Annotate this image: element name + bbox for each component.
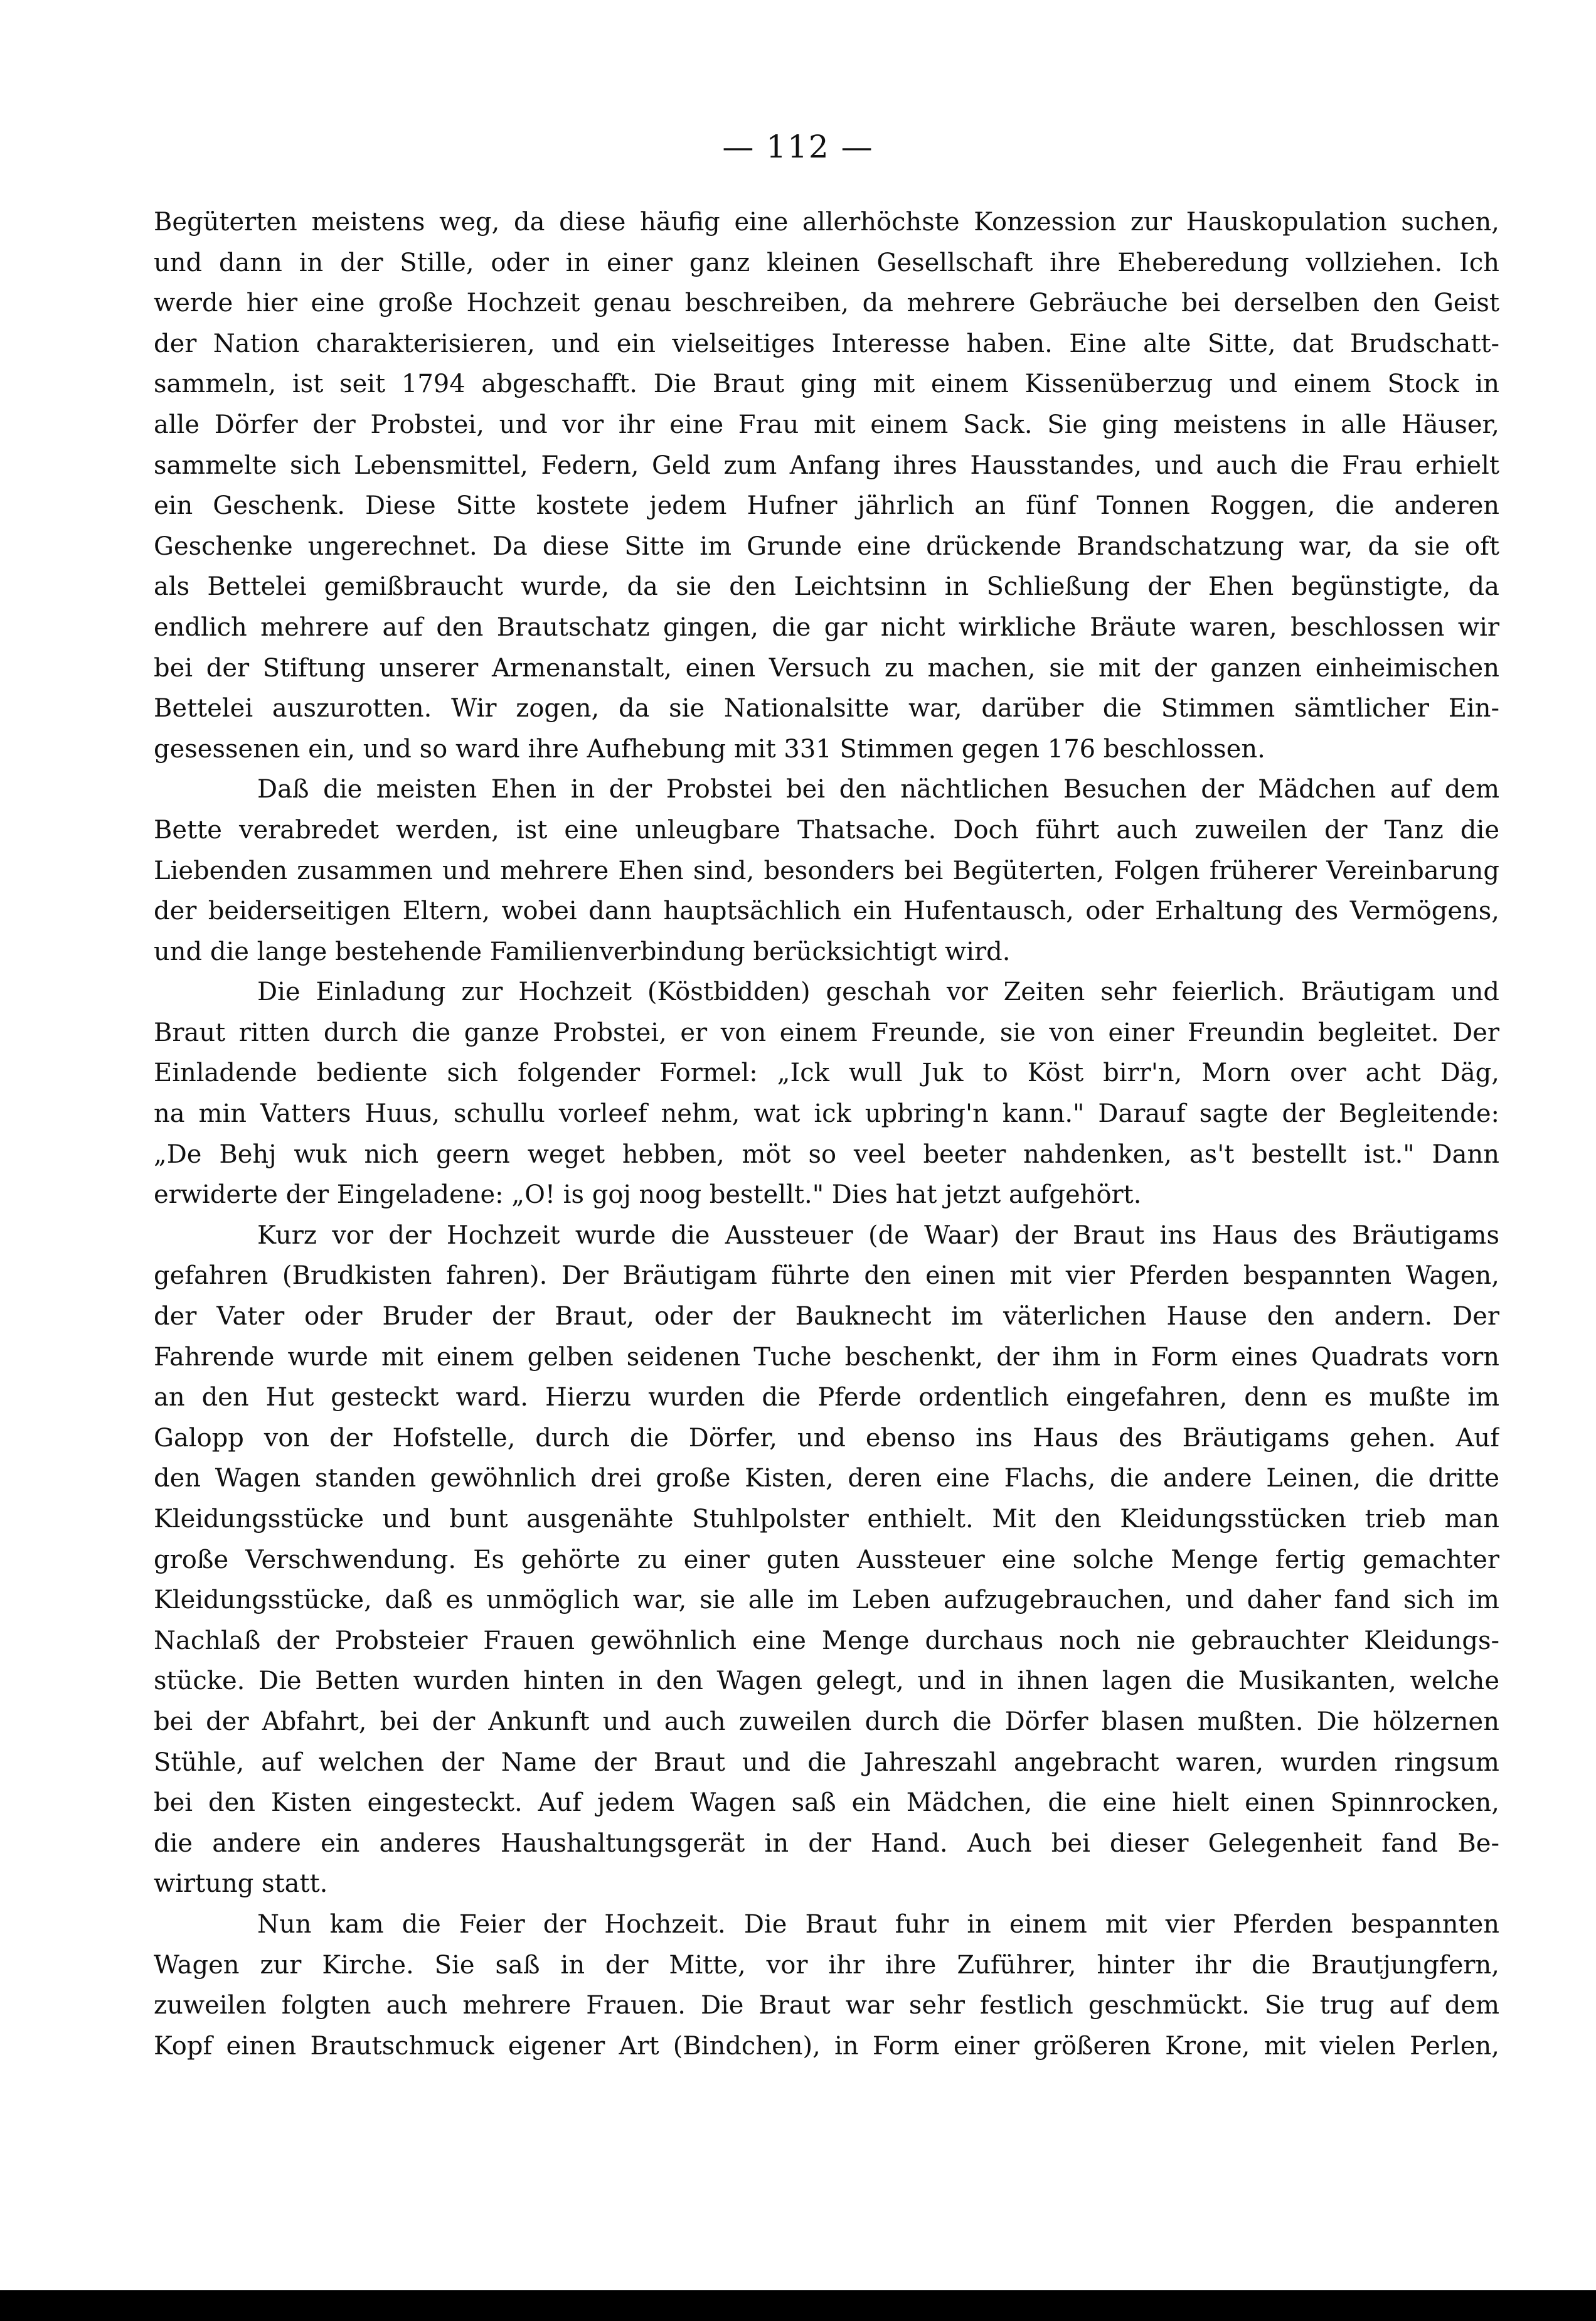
text-line: den Wagen standen gewöhnlich drei große Kisten, deren eine Flachs, die andere Leinen, die dritte: [154, 1464, 1499, 1493]
text-line: Nachlaß der Probsteier Frauen gewöhnlich eine Menge durchaus noch nie gebrauchter Kleidungs-: [154, 1626, 1499, 1655]
text-line: gesessenen ein, und so ward ihre Aufhebung mit 331 Stimmen gegen 176 beschlossen.: [154, 734, 1265, 764]
text-line: Kurz vor der Hochzeit wurde die Aussteuer (de Waar) der Braut ins Haus des Bräutigams: [257, 1220, 1499, 1250]
text-line: der Vater oder Bruder der Braut, oder der Bauknecht im väterlichen Hause den andern. Der: [154, 1302, 1499, 1331]
text-line: Liebenden zusammen und mehrere Ehen sind, besonders bei Begüterten, Folgen früherer Vereinbarung: [154, 856, 1499, 885]
text-line: zuweilen folgten auch mehrere Frauen. Die Braut war sehr festlich geschmückt. Sie trug auf dem: [154, 1991, 1499, 2020]
scan-border: [0, 2290, 1596, 2321]
text-line: erwiderte der Eingeladene: „O! is goj noog bestellt." Dies hat jetzt aufgehört.: [154, 1180, 1142, 1210]
text-line: alle Dörfer der Probstei, und vor ihr eine Frau mit einem Sack. Sie ging meistens in alle Häuser,: [154, 410, 1499, 439]
text-line: die andere ein anderes Haushaltungsgerät in der Hand. Auch bei dieser Gelegenheit fand Be-: [154, 1828, 1499, 1858]
text-line: Daß die meisten Ehen in der Probstei bei den nächtlichen Besuchen der Mädchen auf dem: [257, 775, 1499, 804]
text-line: Bette verabredet werden, ist eine unleugbare Thatsache. Doch führt auch zuweilen der Tanz die: [154, 815, 1499, 845]
text-line: und die lange bestehende Familienverbindung berücksichtigt wird.: [154, 937, 1011, 966]
text-line: Einladende bediente sich folgender Formel: „Ick wull Juk to Köst birr'n, Morn over acht Däg,: [154, 1059, 1499, 1088]
text-line: Die Einladung zur Hochzeit (Köstbidden) geschah vor Zeiten sehr feierlich. Bräutigam und: [257, 978, 1499, 1007]
text-line: Braut ritten durch die ganze Probstei, er von einem Freunde, sie von einer Freundin begleitet. Der: [154, 1018, 1499, 1047]
text-line: endlich mehrere auf den Brautschatz gingen, die gar nicht wirkliche Bräute waren, beschlossen wir: [154, 612, 1499, 642]
text-line: Stühle, auf welchen der Name der Braut und die Jahreszahl angebracht waren, wurden ringsum: [154, 1747, 1499, 1777]
text-line: und dann in der Stille, oder in einer ganz kleinen Gesellschaft ihre Eheberedung vollziehen. Ich: [154, 248, 1499, 277]
text-line: werde hier eine große Hochzeit genau beschreiben, da mehrere Gebräuche bei derselben den Geist: [154, 289, 1499, 318]
text-line: sammeln, ist seit 1794 abgeschafft. Die Braut ging mit einem Kissenüberzug und einem Stock in: [154, 370, 1499, 399]
text-line: Nun kam die Feier der Hochzeit. Die Braut fuhr in einem mit vier Pferden bespannten: [257, 1909, 1499, 1939]
text-line: Galopp von der Hofstelle, durch die Dörfer, und ebenso ins Haus des Bräutigams gehen. Auf: [154, 1423, 1499, 1453]
text-line: der Nation charakterisieren, und ein vielseitiges Interesse haben. Eine alte Sitte, dat Brudschatt-: [154, 329, 1499, 358]
text-line: Geschenke ungerechnet. Da diese Sitte im Grunde eine drückende Brandschatzung war, da sie oft: [154, 531, 1499, 561]
text-line: große Verschwendung. Es gehörte zu einer guten Aussteuer eine solche Menge fertig gemachter: [154, 1545, 1499, 1574]
text-line: bei den Kisten eingesteckt. Auf jedem Wagen saß ein Mädchen, die eine hielt einen Spinnrocken,: [154, 1788, 1499, 1818]
text-line: der beiderseitigen Eltern, wobei dann hauptsächlich ein Hufentausch, oder Erhaltung des Vermögens,: [154, 897, 1499, 926]
text-line: „De Behj wuk nich geern weget hebben, möt so veel beeter nahdenken, as't bestellt ist." Dann: [154, 1139, 1499, 1169]
text-line: als Bettelei gemißbraucht wurde, da sie den Leichtsinn in Schließung der Ehen begünstigte, da: [154, 572, 1499, 602]
text-line: Wagen zur Kirche. Sie saß in der Mitte, vor ihr ihre Zuführer, hinter ihr die Brautjungfern,: [154, 1950, 1499, 1980]
text-line: gefahren (Brudkisten fahren). Der Bräutigam führte den einen mit vier Pferden bespannten Wagen,: [154, 1261, 1499, 1291]
text-line: Begüterten meistens weg, da diese häufig eine allerhöchste Konzession zur Hauskopulation suchen,: [154, 208, 1499, 237]
text-line: Bettelei auszurotten. Wir zogen, da sie Nationalsitte war, darüber die Stimmen sämtlicher Ein-: [154, 694, 1499, 723]
text-line: Kleidungsstücke und bunt ausgenähte Stuhlpolster enthielt. Mit den Kleidungsstücken trieb man: [154, 1505, 1499, 1534]
text-line: bei der Stiftung unserer Armenanstalt, einen Versuch zu machen, sie mit der ganzen einheimischen: [154, 653, 1499, 683]
text-line: stücke. Die Betten wurden hinten in den Wagen gelegt, und in ihnen lagen die Musikanten, welche: [154, 1667, 1499, 1696]
page-number: — 112 —: [722, 129, 874, 165]
text-line: bei der Abfahrt, bei der Ankunft und auch zuweilen durch die Dörfer blasen mußten. Die hölzernen: [154, 1707, 1499, 1736]
body-text: [154, 202, 1499, 2066]
text-line: sammelte sich Lebensmittel, Federn, Geld zum Anfang ihres Hausstandes, und auch die Frau erhielt: [154, 451, 1499, 480]
text-line: Fahrende wurde mit einem gelben seidenen Tuche beschenkt, der ihm in Form eines Quadrats vorn: [154, 1342, 1499, 1372]
text-line: an den Hut gesteckt ward. Hierzu wurden die Pferde ordentlich eingefahren, denn es mußte im: [154, 1383, 1499, 1412]
text-line: wirtung statt.: [154, 1869, 328, 1899]
text-line: ein Geschenk. Diese Sitte kostete jedem Hufner jährlich an fünf Tonnen Roggen, die anderen: [154, 491, 1499, 521]
text-line: Kleidungsstücke, daß es unmöglich war, sie alle im Leben aufzugebrauchen, und daher fand sich im: [154, 1586, 1499, 1615]
text-line: Kopf einen Brautschmuck eigener Art (Bindchen), in Form einer größeren Krone, mit vielen Perlen,: [154, 2031, 1499, 2061]
text-line: na min Vatters Huus, schullu vorleef nehm, wat ick upbring'n kann." Darauf sagte der Begleitende:: [154, 1099, 1499, 1129]
